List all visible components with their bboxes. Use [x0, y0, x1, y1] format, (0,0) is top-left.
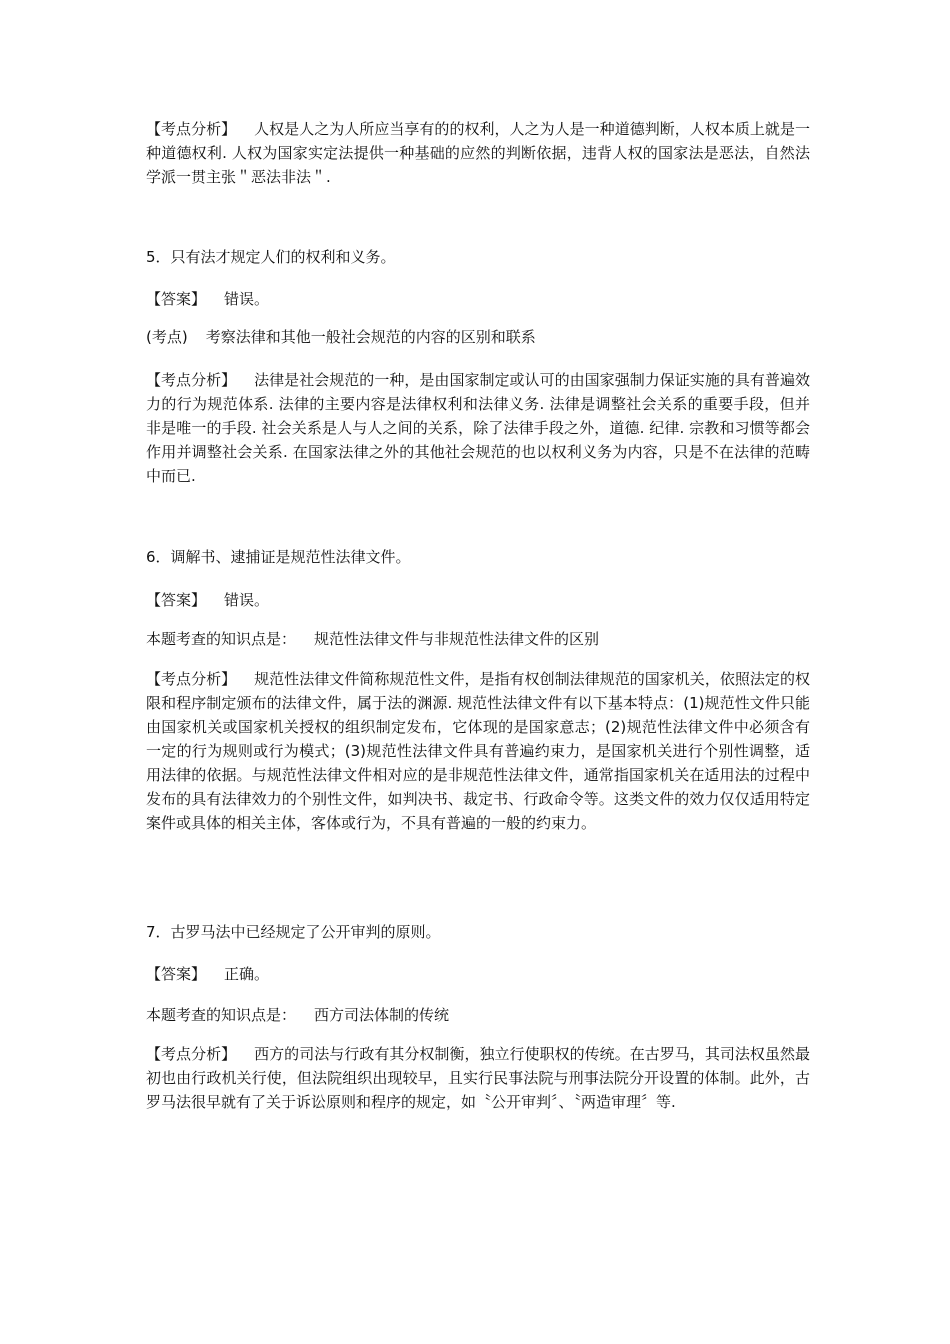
- analysis-text: 人权是人之为人所应当享有的的权利，人之为人是一种道德判断，人权本质上就是一种道德权利. 人权为国家实定法提供一种基础的应然的判断依据，违背人权的国家法是恶法，自然法学派一贯主张＂恶法非法＂.: [146, 120, 810, 186]
- analysis-7-paragraph: [146, 1042, 810, 1114]
- analysis-7-text: 西方的司法与行政有其分权制衡，独立行使职权的传统。在古罗马，其司法权虽然最初也由行政机关行使，但法院组织出现较早，且实行民事法院与刑事法院分开设置的体制。此外，古罗马法很早就有了关于诉讼原则和程序的规定，如〝公开审判〞、〝两造审理〞等.: [146, 1045, 810, 1111]
- analysis-label: 【考点分析】: [146, 120, 237, 138]
- answer-5-label: 【答案】: [146, 290, 207, 308]
- point-6-label: 本题考查的知识点是：: [146, 630, 297, 648]
- analysis-paragraph: [146, 117, 810, 189]
- answer-5: [146, 287, 810, 311]
- point-7-text: 西方司法体制的传统: [314, 1006, 450, 1024]
- point-5-label: (考点): [146, 328, 188, 346]
- question-6: [146, 545, 810, 569]
- analysis-6-text: 规范性法律文件简称规范性文件，是指有权创制法律规范的国家机关，依照法定的权限和程序制定颁布的法律文件，属于法的渊源. 规范性法律文件有以下基本特点：(1)规范性文件只能由国家机关或国家机关授权的组织制定发布，它体现的是国家意志；(2)规范性法律文件中必须含有一定的行为规则或行为模式；(3)规范性法律文件具有普遍约束力，是国家机关进行个别性调整，适用法律的依据。与规范性法律文件相对应的是非规范性法律文件，通常指国家机关在适用法的过程中发布的具有法律效力的个别性文件，如判决书、裁定书、行政命令等。这类文件的效力仅仅适用特定案件或具体的相关主体，客体或行为，不具有普遍的一般的约束力。: [146, 670, 810, 832]
- analysis-5-paragraph: [146, 368, 810, 488]
- point-5-text: 考察法律和其他一般社会规范的内容的区别和联系: [205, 328, 536, 346]
- analysis-5-label: 【考点分析】: [146, 371, 237, 389]
- question-7-text: 7．古罗马法中已经规定了公开审判的原则。: [146, 923, 441, 941]
- point-6-text: 规范性法律文件与非规范性法律文件的区别: [314, 630, 600, 648]
- answer-7-label: 【答案】: [146, 965, 207, 983]
- answer-7: [146, 962, 810, 986]
- answer-5-text: 错误。: [224, 290, 270, 308]
- analysis-6-label: 【考点分析】: [146, 670, 237, 688]
- point-5: [146, 325, 810, 349]
- question-5: [146, 245, 810, 269]
- point-7-label: 本题考查的知识点是：: [146, 1006, 297, 1024]
- analysis-6-paragraph: [146, 667, 810, 835]
- point-6: [146, 627, 810, 651]
- question-7: [146, 920, 810, 944]
- question-6-text: 6．调解书、逮捕证是规范性法律文件。: [146, 548, 411, 566]
- answer-7-text: 正确。: [224, 965, 270, 983]
- analysis-7-label: 【考点分析】: [146, 1045, 237, 1063]
- answer-6-text: 错误。: [224, 591, 270, 609]
- point-7: [146, 1003, 810, 1027]
- analysis-5-text: 法律是社会规范的一种，是由国家制定或认可的由国家强制力保证实施的具有普遍效力的行为规范体系. 法律的主要内容是法律权利和法律义务. 法律是调整社会关系的重要手段，但并非是唯一的手段. 社会关系是人与人之间的关系，除了法律手段之外，道德. 纪律. 宗教和习惯等都会作用并调整社会关系. 在国家法律之外的其他社会规范的也以权利义务为内容，只是不在法律的范畴中而已.: [146, 371, 810, 485]
- question-5-text: 5．只有法才规定人们的权利和义务。: [146, 248, 396, 266]
- answer-6: [146, 588, 810, 612]
- answer-6-label: 【答案】: [146, 591, 207, 609]
